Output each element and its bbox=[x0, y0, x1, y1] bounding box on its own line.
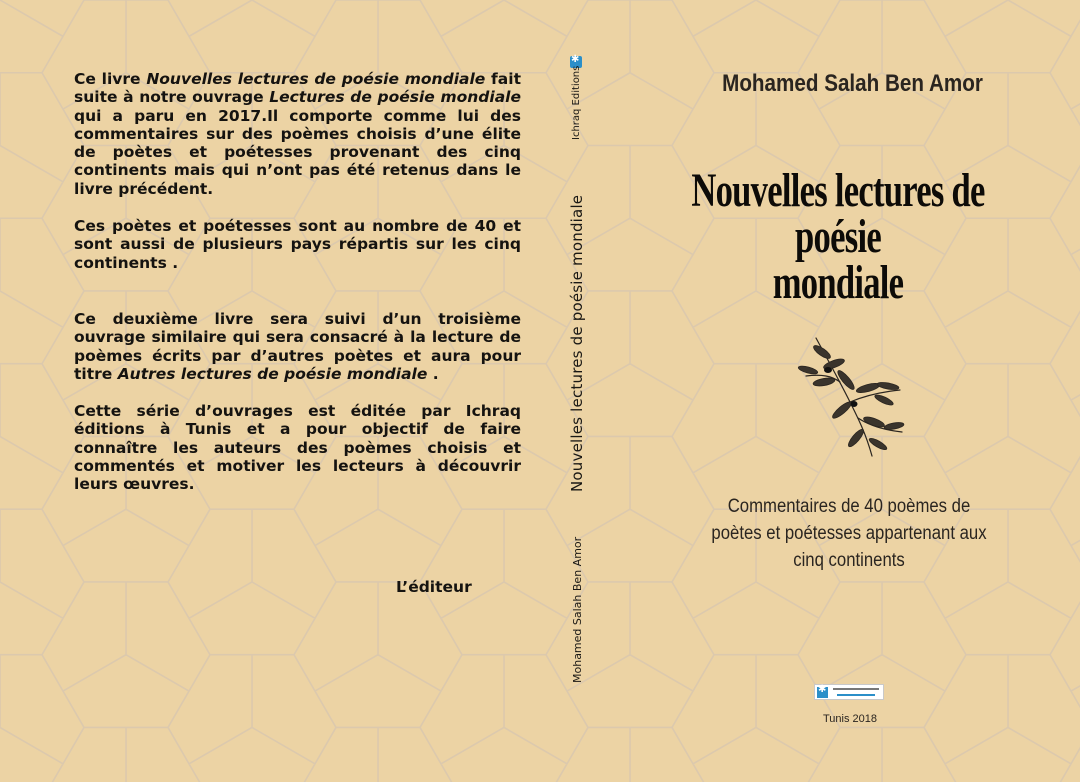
back-paragraph-1: Ce livre Nouvelles lectures de poésie mondiale fait suite à notre ouvrage Lectures de poésie mondiale qui a paru en 2017.Il comporte comme lui des commentaires sur des poèmes choisis d’une élite de poètes et poétesses provenant des cinq continents mais qui n’ont pas été retenus dans le livre précédent. bbox=[74, 70, 521, 198]
publisher-logo-latin-lettering bbox=[837, 694, 875, 696]
front-title-line-1: Nouvelles lectures de poésie bbox=[691, 164, 985, 263]
back-cover-text bbox=[74, 70, 521, 494]
spine-publisher: Ichraq Editions bbox=[571, 65, 582, 140]
back-paragraph-3: Ce deuxième livre sera suivi d’un troisième ouvrage similaire qui sera consacré à la lecture de poèmes écrits par d’autres poètes et aura pour titre Autres lectures de poésie mondiale . bbox=[74, 309, 521, 383]
back-paragraph-2: Ces poètes et poétesses sont au nombre de 40 et sont aussi de plusieurs pays répartis sur les cinq continents . bbox=[74, 217, 521, 272]
publisher-logo-star-icon bbox=[817, 687, 828, 698]
front-subtitle-line-2: poètes et poétesses appartenant aux bbox=[711, 523, 987, 544]
spine-author: Mohamed Salah Ben Amor bbox=[571, 536, 584, 683]
front-author: Mohamed Salah Ben Amor bbox=[722, 70, 983, 97]
front-subtitle-line-3: cinq continents bbox=[793, 550, 905, 571]
back-paragraph-4: Cette série d’ouvrages est éditée par Ichraq éditions à Tunis et a pour objectif de faire connaître les auteurs des poèmes choisis et commentés et motiver les lecteurs à découvrir leurs œuvres. bbox=[74, 402, 521, 494]
front-subtitle bbox=[709, 493, 989, 574]
publisher-logo-icon bbox=[814, 684, 884, 700]
city-year: Tunis 2018 bbox=[822, 713, 878, 725]
front-subtitle-line-1: Commentaires de 40 poèmes de bbox=[727, 496, 971, 517]
front-title bbox=[687, 164, 989, 309]
publisher-logo-arabic-lettering bbox=[833, 688, 879, 690]
front-title-line-2: mondiale bbox=[772, 256, 904, 309]
olive-branch-icon bbox=[788, 330, 918, 460]
spine-title: Nouvelles lectures de poésie mondiale bbox=[568, 194, 586, 492]
editor-signature: L’éditeur bbox=[396, 578, 472, 596]
